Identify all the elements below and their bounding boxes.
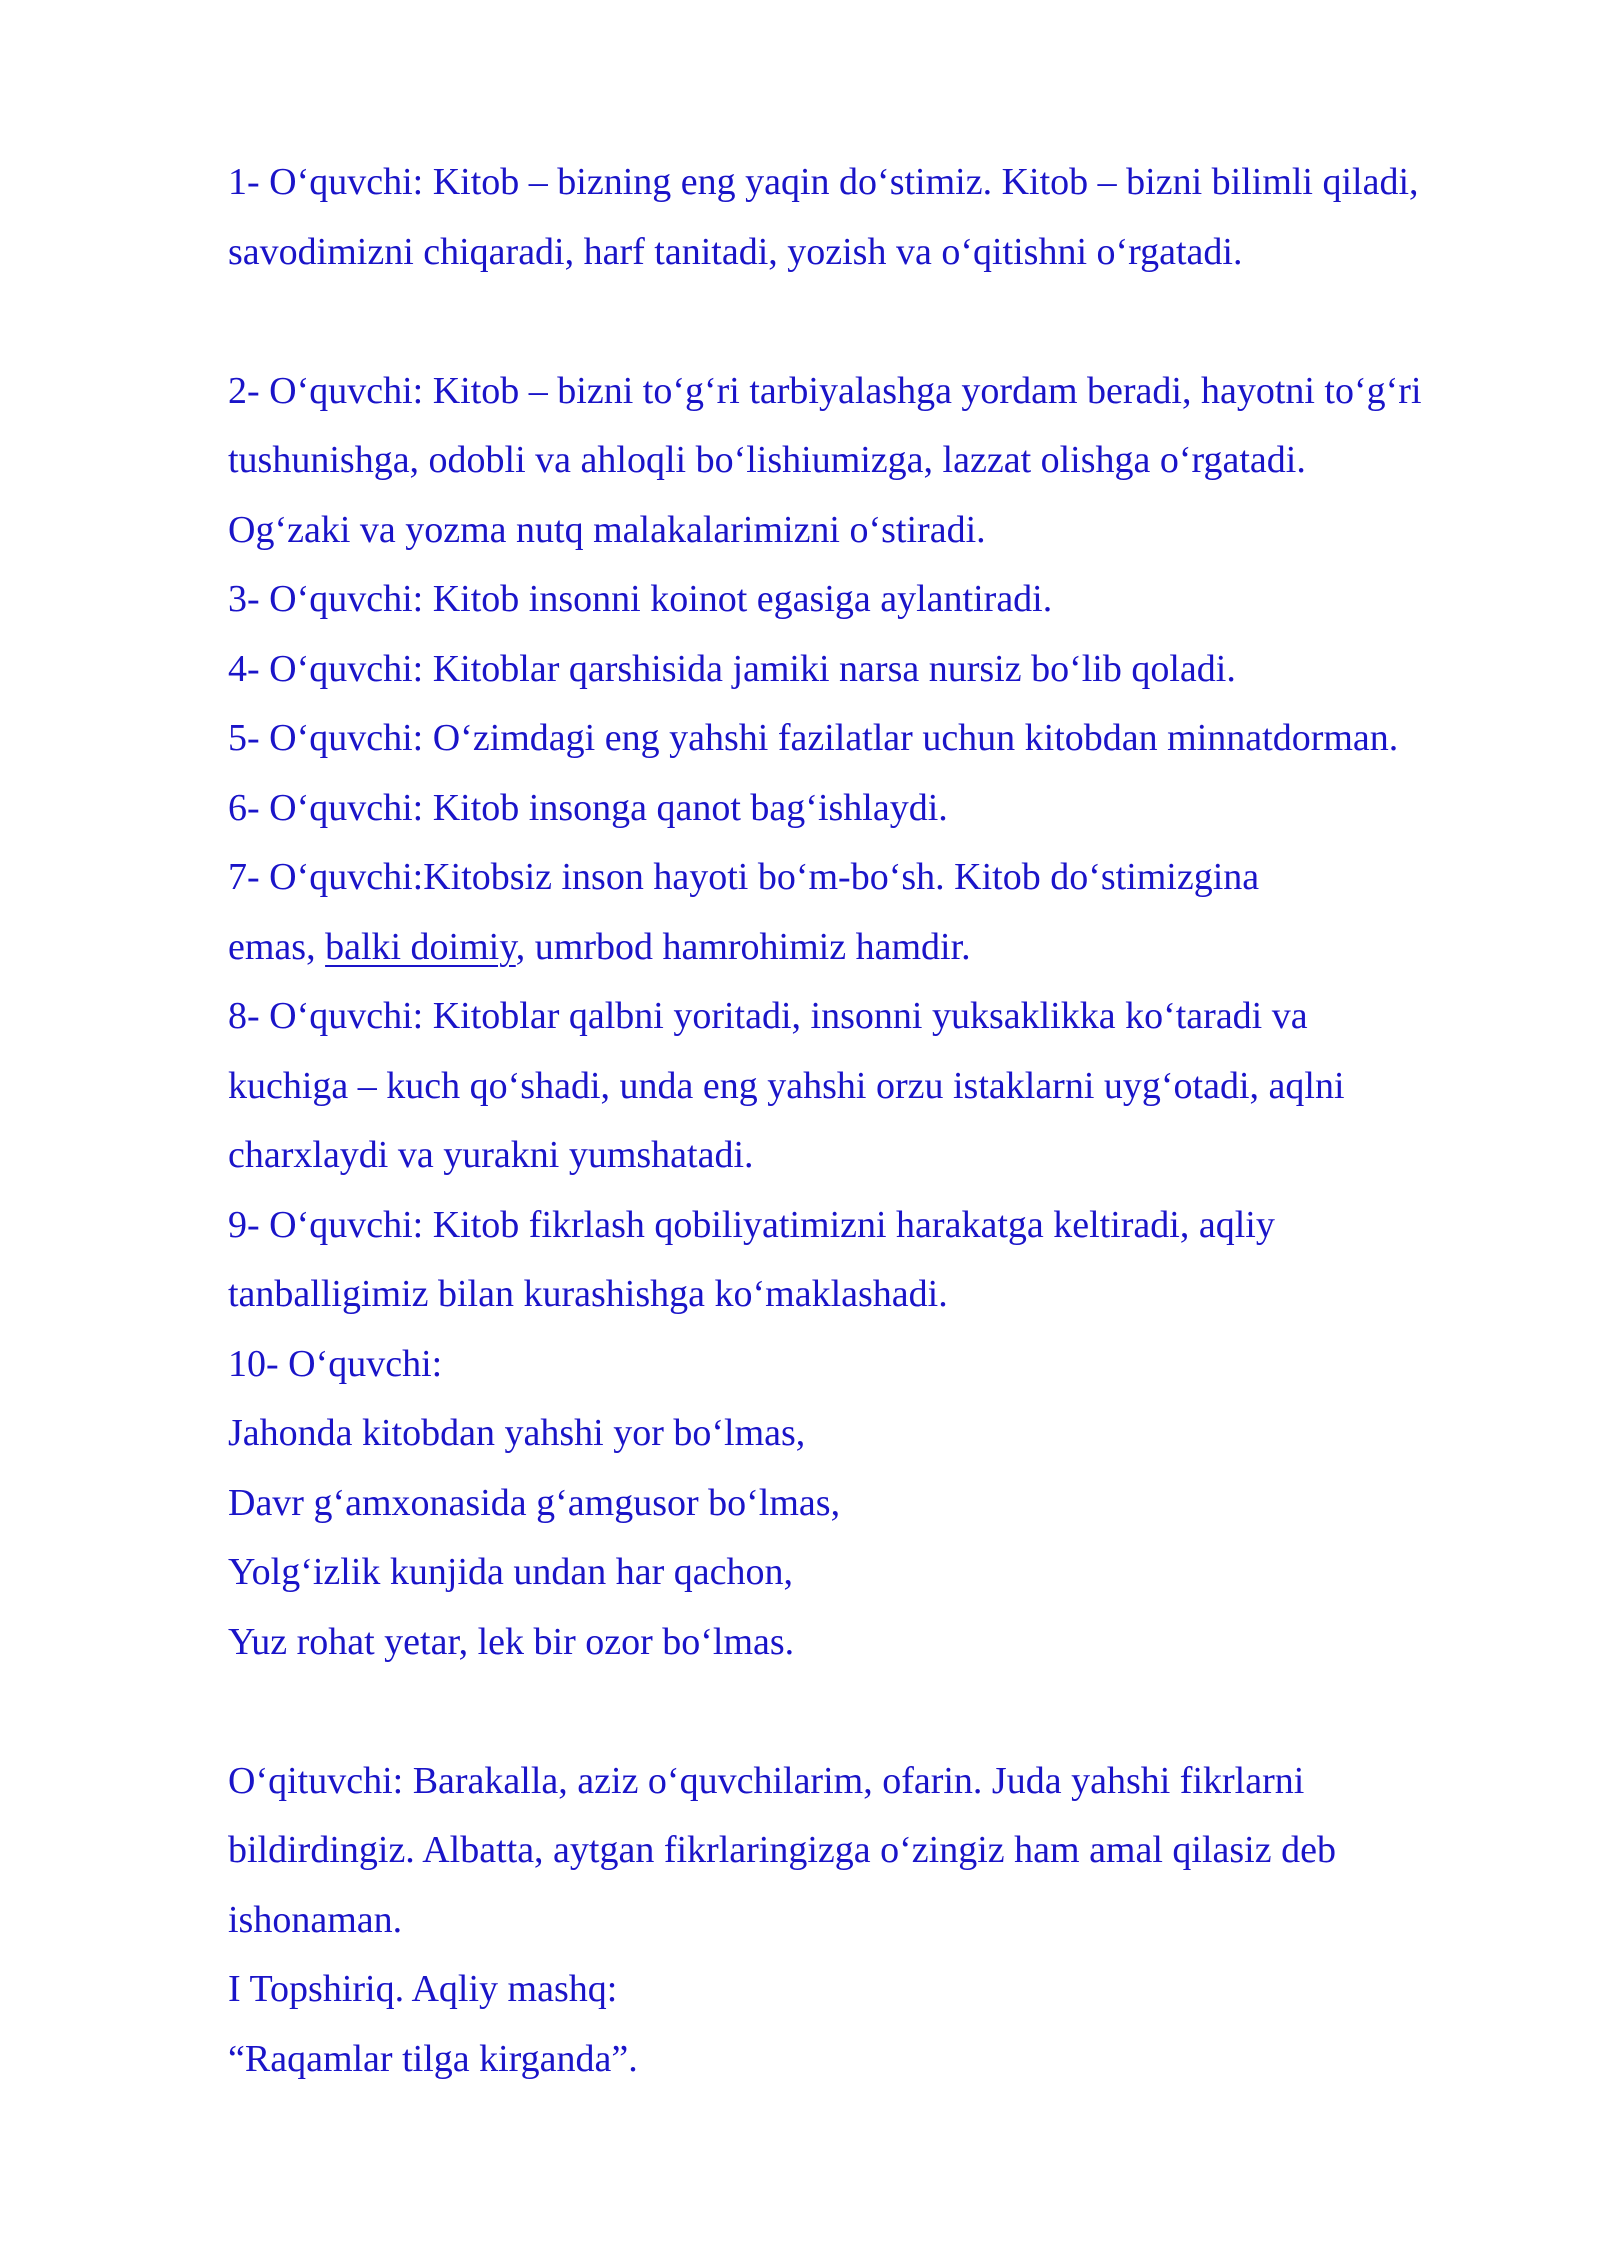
- task-heading: I Topshiriq. Aqliy mashq:: [228, 1968, 618, 2010]
- text-line: [228, 913, 1528, 983]
- text-line: 10- O‘quvchi:: [228, 1342, 443, 1385]
- text-line: O‘qituvchi: Barakalla, aziz o‘quvchilarim, ofarin. Juda yahshi fikrlarni: [228, 1759, 1305, 1802]
- paragraph-spacer: [228, 1677, 1528, 1747]
- task-title: “Raqamlar tilga kirganda”.: [228, 2037, 638, 2080]
- text-line: 7- O‘quvchi:Kitobsiz inson hayoti bo‘m-bo‘sh. Kitob do‘stimizgina: [228, 856, 1260, 898]
- text-line: 6- O‘quvchi: Kitob insonga qanot bag‘ishlaydi.: [228, 786, 948, 829]
- text-line: ishonaman.: [228, 1898, 403, 1941]
- poem-verse: Jahonda kitobdan yahshi yor bo‘lmas,: [228, 1412, 806, 1454]
- underlined-phrase: balki doimiy: [325, 925, 516, 968]
- text-line: 9- O‘quvchi: Kitob fikrlash qobiliyatimizni harakatga keltiradi, aqliy: [228, 1203, 1275, 1246]
- text-line: 8- O‘quvchi: Kitoblar qalbni yoritadi, insonni yuksaklikka ko‘taradi va: [228, 995, 1308, 1037]
- text-fragment: , umrbod hamrohimiz hamdir.: [515, 925, 971, 968]
- text-line: 2- O‘quvchi: Kitob – bizni to‘g‘ri tarbiyalashga yordam beradi, hayotni to‘g‘ri: [228, 369, 1422, 412]
- poem-verse: Yuz rohat yetar, lek bir ozor bo‘lmas.: [228, 1620, 795, 1663]
- text-line: 4- O‘quvchi: Kitoblar qarshisida jamiki narsa nursiz bo‘lib qoladi.: [228, 647, 1236, 690]
- text-line: kuchiga – kuch qo‘shadi, unda eng yahshi orzu istaklarni uyg‘otadi, aqlni: [228, 1064, 1345, 1107]
- poem-verse: Yolg‘izlik kunjida undan har qachon,: [228, 1551, 793, 1593]
- text-line: 3- O‘quvchi: Kitob insonni koinot egasiga aylantiradi.: [228, 578, 1053, 620]
- text-line: bildirdingiz. Albatta, aytgan fikrlaringizga o‘zingiz ham amal qilasiz deb: [228, 1829, 1336, 1871]
- text-fragment: emas,: [228, 925, 326, 968]
- text-line: Og‘zaki va yozma nutq malakalarimizni o‘stiradi.: [228, 508, 986, 551]
- text-line: tanballigimiz bilan kurashishga ko‘maklashadi.: [228, 1273, 948, 1315]
- text-line: charxlaydi va yurakni yumshatadi.: [228, 1134, 754, 1176]
- paragraph-spacer: [228, 287, 1528, 357]
- text-line: savodimizni chiqaradi, harf tanitadi, yozish va o‘qitishni o‘rgatadi.: [228, 230, 1243, 273]
- document-body: [228, 148, 1528, 2094]
- text-line: 1- O‘quvchi: Kitob – bizning eng yaqin do‘stimiz. Kitob – bizni bilimli qiladi,: [228, 161, 1419, 203]
- poem-verse: Davr g‘amxonasida g‘amgusor bo‘lmas,: [228, 1481, 841, 1524]
- text-line: 5- O‘quvchi: O‘zimdagi eng yahshi fazilatlar uchun kitobdan minnatdorman.: [228, 717, 1399, 759]
- text-line: tushunishga, odobli va ahloqli bo‘lishiumizga, lazzat olishga o‘rgatadi.: [228, 439, 1306, 481]
